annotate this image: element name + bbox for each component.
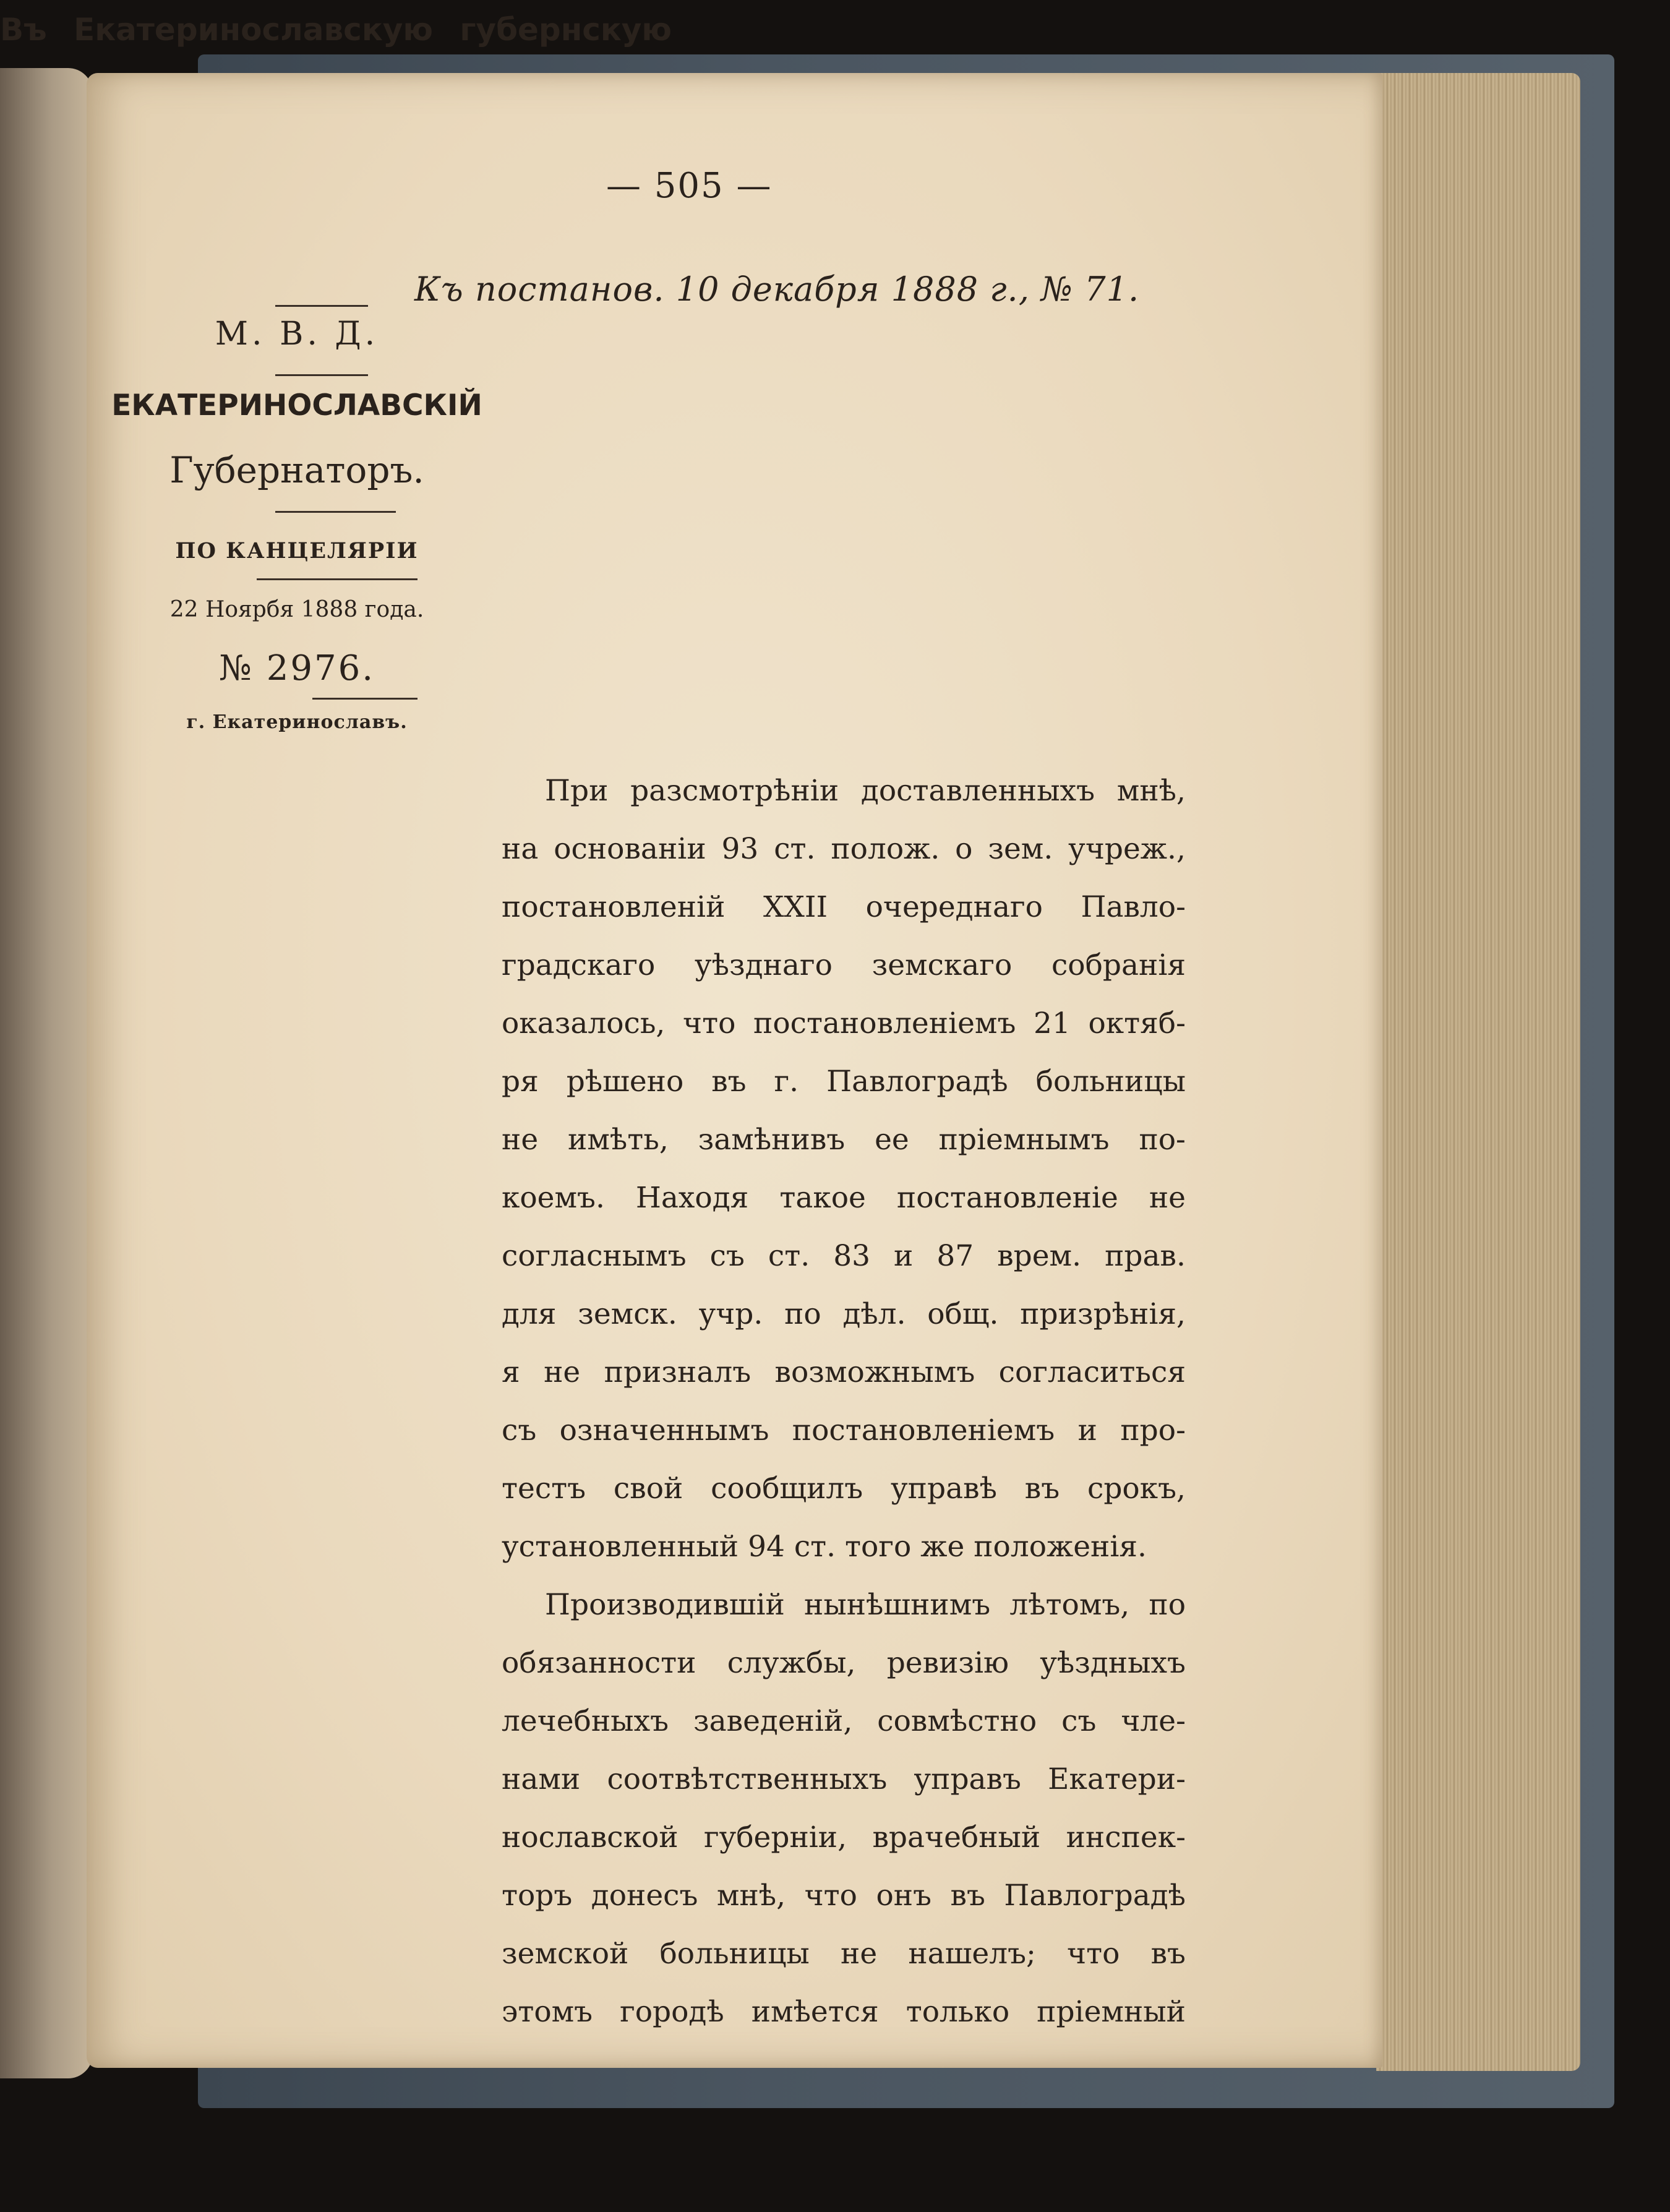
governor-label: Губернаторъ. — [169, 449, 424, 491]
divider — [275, 374, 368, 376]
resolution-reference: Къ постанов. 10 декабря 1888 г., № 71. — [414, 270, 1140, 309]
document-number: № 2976. — [218, 648, 375, 688]
body-line: земской больницы не нашелъ; что въ — [502, 1937, 1186, 1971]
divider — [257, 578, 417, 580]
body-text — [502, 762, 1186, 2041]
page-number: — 505 — — [606, 166, 773, 206]
body-line: не имѣть, замѣнивъ ее пріемнымъ по- — [502, 1123, 1186, 1157]
body-line: градскаго уѣзднаго земскаго собранія — [502, 948, 1186, 982]
body-line: Производившій нынѣшнимъ лѣтомъ, по — [545, 1588, 1186, 1622]
body-line: торъ донесъ мнѣ, что онъ въ Павлоградѣ — [502, 1879, 1186, 1913]
office-label: ЕКАТЕРИНОСЛАВСКІЙ — [111, 388, 482, 422]
body-line: на основаніи 93 ст. полож. о зем. учреж., — [502, 832, 1186, 866]
body-line: При разсмотрѣніи доставленныхъ мнѣ, — [545, 774, 1186, 808]
facing-page-edge — [0, 68, 93, 2078]
document-date: 22 Ноярбя 1888 года. — [169, 597, 424, 622]
document-place: г. Екатеринославъ. — [186, 711, 408, 733]
body-line: нославской губерніи, врачебный инспек- — [502, 1820, 1186, 1854]
body-line: коемъ. Находя такое постановленіе не — [502, 1181, 1186, 1215]
body-line: для земск. учр. по дѣл. общ. призрѣнія, — [502, 1297, 1186, 1331]
body-line: этомъ городѣ имѣется только пріемный — [502, 1995, 1186, 2029]
page-edges — [1376, 73, 1580, 2071]
body-line: обязанности службы, ревизію уѣздныхъ — [502, 1646, 1186, 1680]
body-line: нами соотвѣтственныхъ управъ Екатери- — [502, 1762, 1186, 1796]
body-line: тестъ свой сообщилъ управѣ въ срокъ, — [502, 1472, 1186, 1506]
divider — [275, 305, 368, 307]
body-line: установленный 94 ст. того же положенія. — [502, 1530, 1147, 1564]
body-line: я не призналъ возможнымъ согласиться — [502, 1355, 1186, 1389]
ministry-label: М. В. Д. — [215, 315, 379, 353]
body-line: ря рѣшено въ г. Павлоградѣ больницы — [502, 1065, 1186, 1099]
addressee-line-1: Въ Екатеринославскую губернскую — [0, 12, 672, 48]
chancery-label: ПО КАНЦЕЛЯРІИ — [175, 538, 419, 564]
body-line: оказалось, что постановленіемъ 21 октяб- — [502, 1006, 1186, 1040]
divider — [275, 511, 396, 513]
body-line: постановленій XXII очереднаго Павло- — [502, 890, 1186, 924]
body-line: лечебныхъ заведеній, совмѣстно съ чле- — [502, 1704, 1186, 1738]
body-line: съ означеннымъ постановленіемъ и про- — [502, 1413, 1186, 1447]
divider — [312, 698, 417, 700]
body-line: согласнымъ съ ст. 83 и 87 врем. прав. — [502, 1239, 1186, 1273]
